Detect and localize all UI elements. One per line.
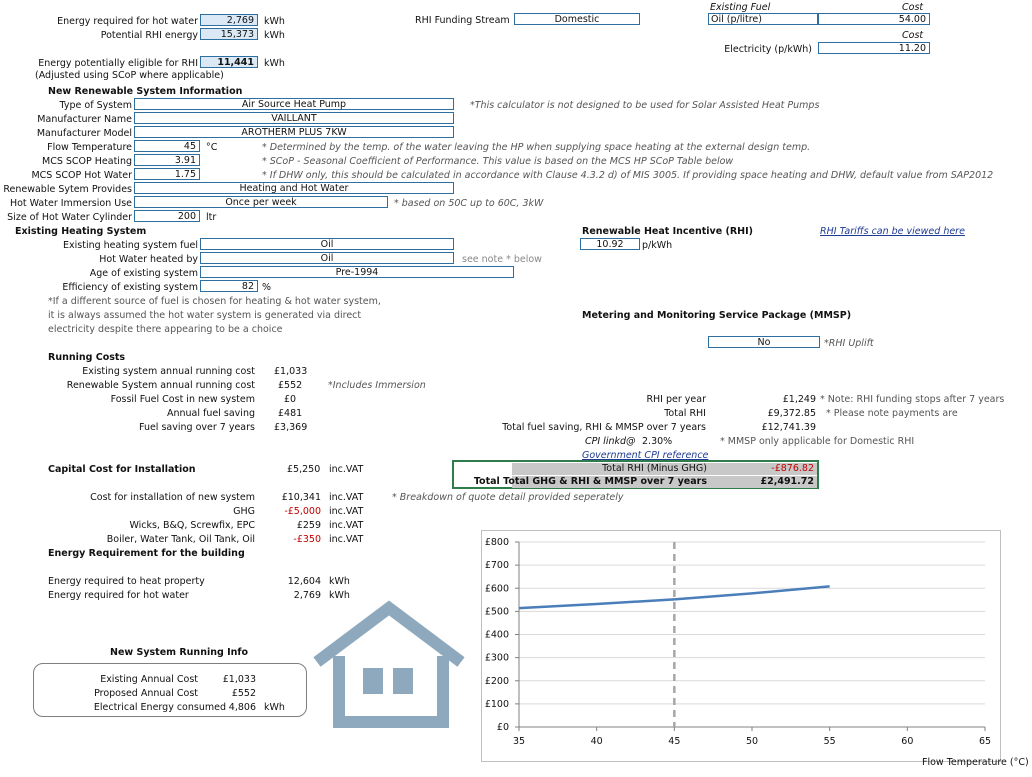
total-saving-value: £12,741.39 [761,422,816,433]
x-tick-label: 60 [901,736,914,747]
efficiency-unit: % [262,282,272,293]
x-tick-label: 55 [823,736,836,747]
flow-input[interactable]: 45 [134,140,200,152]
existing-fuel-select[interactable]: Oil [200,238,454,250]
mmsp-note: *RHI Uplift [824,338,874,349]
boiler-label: Boiler, Water Tank, Oil Tank, Oil [106,534,255,545]
rhi-heading: Renewable Heat Incentive (RHI) [582,226,753,237]
requirement-heading: Energy Requirement for the building [48,548,245,559]
immersion-label: Hot Water Immersion Use [9,198,132,209]
nr-existing-value: £1,033 [222,674,256,685]
y-tick-label: £0 [496,722,509,733]
type-select[interactable]: Air Source Heat Pump [134,98,454,110]
req-hw-unit: kWh [329,590,350,601]
total-saving-label: Total fuel saving, RHI & MMSP over 7 years [502,422,706,433]
scop-heat-note: * SCoP - Seasonal Coefficient of Performance. This value is based on the MCS HP SCoP Table below [262,156,734,167]
scop-hw-note: * If DHW only, this should be calculated in accordance with Clause 4.3.2 d) of MIS 3005. If providing space heating and DHW, default value from SAP2012 [262,170,994,181]
install-value: £10,341 [281,492,321,503]
energy-hw-value[interactable]: 2,769 [200,14,258,26]
nr-existing-label: Existing Annual Cost [100,674,198,685]
y-tick-label: £600 [484,583,509,595]
running-fossil-label: Fossil Fuel Cost in new system [110,394,255,405]
model-select[interactable]: AROTHERM PLUS 7KW [134,126,454,138]
fuel-note-2: it is always assumed the hot water system is generated via direct [48,310,362,321]
flow-unit: °C [206,142,218,153]
running-saving-label: Annual fuel saving [167,408,255,419]
y-tick-label: £500 [484,606,509,618]
y-tick-label: £300 [484,652,509,664]
req-heat-value: 12,604 [287,576,321,587]
energy-hw-label: Energy required for hot water [57,16,198,27]
running-saving7-value: £3,369 [274,422,308,433]
mmsp-heading: Metering and Monitoring Service Package (MMSP) [582,310,852,321]
cylinder-label: Size of Hot Water Cylinder [7,212,132,223]
oil-cost-input[interactable]: 54.00 [818,13,930,25]
x-tick-label: 50 [745,736,759,747]
req-heat-unit: kWh [329,576,350,587]
hw-heated-select[interactable]: Oil [200,252,454,264]
flow-note: * Determined by the temp. of the water leaving the HP when supplying space heating at the external design temp. [262,142,811,153]
rhi-rate-unit: p/kWh [642,240,673,251]
existing-fuel-header: Existing Fuel [710,2,771,13]
immersion-note: * based on 50C up to 60C, 3kW [394,198,544,209]
y-tick-label: £800 [484,537,509,548]
scop-hw-value[interactable]: 1.75 [134,168,200,180]
install-vat: inc.VAT [329,492,364,503]
eligible-value[interactable]: 11,441 [200,56,258,68]
wicks-value: £259 [296,520,321,531]
y-tick-label: £200 [484,675,509,687]
rhi-tariff-link[interactable]: RHI Tariffs can be viewed here [820,226,965,237]
nr-electrical-unit: kWh [264,702,285,713]
ghg-label: GHG [233,506,255,517]
req-hw-value: 2,769 [293,590,321,601]
boiler-value: -£350 [293,534,321,545]
rhi-year-note: * Note: RHI funding stops after 7 years [820,394,1005,405]
scop-heat-value[interactable]: 3.91 [134,154,200,166]
elec-cost-input[interactable]: 11.20 [818,42,930,54]
running-existing-label: Existing system annual running cost [82,366,255,377]
potential-unit: kWh [264,30,285,41]
efficiency-label: Efficiency of existing system [62,282,198,293]
req-hw-label: Energy required for hot water [48,590,189,601]
running-renewable-label: Renewable System annual running cost [66,380,255,391]
nr-electrical-label: Electrical Energy consumed [93,702,226,713]
minus-ghg-label: Total RHI (Minus GHG) [602,463,707,474]
existing-fuel-label: Existing heating system fuel [63,240,198,251]
oil-fuel-select[interactable]: Oil (p/litre) [708,13,818,25]
x-tick-label: 35 [512,736,526,747]
y-tick-label: £700 [484,560,509,572]
minus-ghg-value: -£876.82 [771,463,814,474]
running-heading: Running Costs [48,352,126,363]
cost-header: Cost [902,2,924,13]
running-existing-value: £1,033 [274,366,308,377]
provides-label: Renewable Sytem Provides [3,184,132,195]
energy-hw-unit: kWh [264,16,285,27]
fuel-note-3: electricity despite there appearing to be a choice [48,324,283,335]
age-label: Age of existing system [89,268,198,279]
existing-heading: Existing Heating System [15,226,147,237]
running-renewable-value: £552 [278,380,303,391]
eligible-note: (Adjusted using SCoP where applicable) [35,70,224,81]
chart-xlabel: Flow Temperature (°C) [922,757,1029,768]
house-icon [305,598,475,728]
install-note: * Breakdown of quote detail provided seperately [392,492,624,503]
req-heat-label: Energy required to heat property [48,576,205,587]
ghg-value: -£5,000 [284,506,321,517]
new-running-heading: New System Running Info [110,647,249,658]
fuel-note-1: *If a different source of fuel is chosen for heating & hot water system, [48,296,381,307]
x-tick-label: 45 [668,736,681,747]
capital-vat: inc.VAT [329,464,364,475]
rhi-year-value: £1,249 [782,394,816,405]
eligible-unit: kWh [264,58,285,69]
funding-label: RHI Funding Stream [415,15,510,26]
elec-label: Electricity (p/kWh) [724,44,812,55]
efficiency-input[interactable]: 82 [200,280,258,292]
manufacturer-label: Manufacturer Name [37,114,132,125]
cost-header-2: Cost [902,30,924,41]
age-select[interactable]: Pre-1994 [200,266,514,278]
scop-heat-label: MCS SCOP Heating [42,156,132,167]
flow-temp-chart [481,530,1001,762]
nr-electrical-value: 4,806 [228,702,256,713]
manufacturer-select[interactable]: VAILLANT [134,112,454,124]
potential-label: Potential RHI energy [100,30,198,41]
running-renewable-note: *Includes Immersion [328,380,426,391]
capital-value: £5,250 [287,464,321,475]
totals-box [452,460,819,489]
x-tick-label: 65 [978,736,992,747]
eligible-label: Energy potentially eligible for RHI [38,58,198,69]
type-label: Type of System [59,100,132,111]
hw-heated-note: see note * below [462,254,542,265]
nr-proposed-value: £552 [231,688,256,699]
y-tick-label: £400 [484,629,509,641]
rhi-rate-input[interactable]: 10.92 [580,238,640,250]
running-fossil-value: £0 [284,394,297,405]
hw-heated-label: Hot Water heated by [99,254,198,265]
ghg-vat: inc.VAT [329,506,364,517]
install-label: Cost for installation of new system [90,492,255,503]
rhi-year-label: RHI per year [646,394,706,405]
cpi-note: * MMSP only applicable for Domestic RHI [720,436,915,447]
wicks-vat: inc.VAT [329,520,364,531]
running-saving7-label: Fuel saving over 7 years [139,422,255,433]
funding-select[interactable]: Domestic [514,13,640,25]
y-tick-label: £100 [484,698,509,710]
new-system-heading: New Renewable System Information [48,86,243,97]
nr-proposed-label: Proposed Annual Cost [94,688,198,699]
cpi-link[interactable]: Government CPI reference [582,450,709,461]
running-saving-value: £481 [278,408,303,419]
boiler-vat: inc.VAT [329,534,364,545]
scop-hw-label: MCS SCOP Hot Water [31,170,132,181]
total-rhi-value: £9,372.85 [767,408,816,419]
grand-total-label: Total Total GHG & RHI & MMSP over 7 years [473,476,707,487]
immersion-select[interactable]: Once per week [134,196,388,208]
x-tick-label: 40 [590,736,603,747]
mmsp-select[interactable]: No [708,336,820,348]
cylinder-input[interactable]: 200 [134,210,200,222]
flow-label: Flow Temperature [47,142,132,153]
total-rhi-note: * Please note payments are [826,408,958,419]
cpi-label: CPI linkd@ [585,436,636,447]
capital-heading: Capital Cost for Installation [48,464,196,475]
cylinder-unit: ltr [206,212,217,223]
type-note: *This calculator is not designed to be used for Solar Assisted Heat Pumps [470,100,820,111]
cpi-value: 2.30% [642,436,673,447]
total-rhi-label: Total RHI [664,408,706,419]
potential-value[interactable]: 15,373 [200,28,258,40]
grand-total-value: £2,491.72 [760,476,814,487]
wicks-label: Wicks, B&Q, Screwfix, EPC [129,520,255,531]
model-label: Manufacturer Model [36,128,132,139]
provides-select[interactable]: Heating and Hot Water [134,182,454,194]
